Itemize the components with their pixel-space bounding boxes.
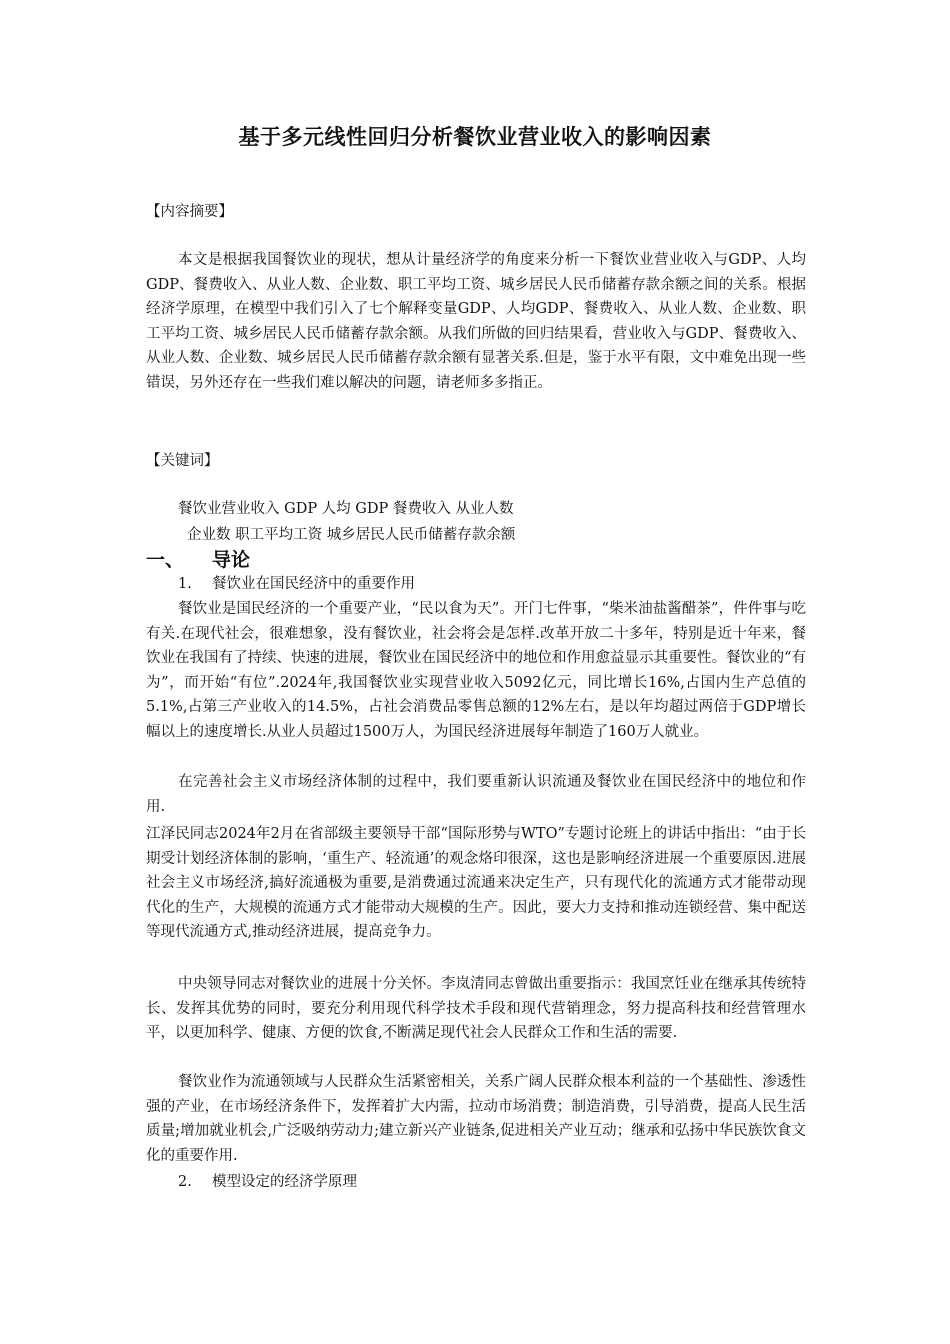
- section-heading: [146, 546, 250, 574]
- subsection-number: 2.: [178, 1174, 192, 1190]
- keywords-label: 【关键词】: [146, 453, 219, 469]
- subsection-heading-1: [178, 572, 415, 596]
- subsection-heading-2: [178, 1170, 357, 1194]
- abstract-label: 【内容摘要】: [146, 204, 233, 220]
- body-paragraph-3: 江泽民同志2024年2月在省部级主要领导干部“国际形势与WTO”专题讨论班上的讲话中指出：“由于长期受计划经济体制的影响，‘重生产、轻流通’的观念烙印很深，这也是影响经济进展一个重要原因.进展社会主义市场经济,搞好流通极为重要,是消费通过流通来决定生产，只有现代化的流通方式才能带动现代化的生产，大规模的流通方式才能带动大规模的生产。因此，要大力支持和推动连锁经营、集中配送等现代流通方式,推动经济进展，提高竞争力。: [146, 826, 806, 941]
- section-number: 一、: [146, 549, 185, 571]
- subsection-title: 餐饮业在国民经济中的重要作用: [212, 576, 415, 592]
- body-paragraph-4: 中央领导同志对餐饮业的进展十分关怀。李岚清同志曾做出重要指示：我国烹饪业在继承其传统特长、发挥其优势的同时，要充分利用现代科学技术手段和现代营销理念，努力提高科技和经营管理水平，以更加科学、健康、方便的饮食,不断满足现代社会人民群众工作和生活的需要.: [146, 976, 806, 1042]
- subsection-title: 模型设定的经济学原理: [212, 1174, 357, 1190]
- section-title: 导论: [212, 549, 251, 571]
- body-paragraph-1: 餐饮业是国民经济的一个重要产业，“民以食为天”。开门七件事，“柴米油盐酱醋茶”，件件事与吃有关.在现代社会，很难想象，没有餐饮业，社会将会是怎样.改革开放二十多年，特别是近十年来，餐饮业在我国有了持续、快速的进展，餐饮业在国民经济中的地位和作用愈益显示其重要性。餐饮业的“有为”，而开始“有位”.2024年,我国餐饮业实现营业收入5092亿元，同比增长16%,占国内生产总值的5.1%,占第三产业收入的14.5%，占社会消费品零售总额的12%左右，是以年均超过两倍于GDP增长幅以上的速度增长.从业人员超过1500万人，为国民经济进展每年制造了160万人就业。: [146, 601, 806, 740]
- subsection-number: 1.: [178, 576, 192, 592]
- body-paragraph-5: 餐饮业作为流通领域与人民群众生活紧密相关，关系广阔人民群众根本利益的一个基础性、渗透性强的产业，在市场经济条件下，发挥着扩大内需，拉动市场消费；制造消费，引导消费，提高人民生活质量;增加就业机会,广泛吸纳劳动力;建立新兴产业链条,促进相关产业互动；继承和弘扬中华民族饮食文化的重要作用.: [146, 1074, 806, 1164]
- keywords-line-1: 餐饮业营业收入 GDP 人均 GDP 餐费收入 从业人数: [178, 501, 514, 517]
- keywords-line-2: 企业数 职工平均工资 城乡居民人民币储蓄存款余额: [187, 527, 516, 543]
- page-title: 基于多元线性回归分析餐饮业营业收入的影响因素: [238, 125, 712, 149]
- abstract-text: 本文是根据我国餐饮业的现状，想从计量经济学的角度来分析一下餐饮业营业收入与GDP、人均GDP、餐费收入、从业人数、企业数、职工平均工资、城乡居民人民币储蓄存款余额之间的关系。根据经济学原理，在模型中我们引入了七个解释变量GDP、人均GDP、餐费收入、从业人数、企业数、职工平均工资、城乡居民人民币储蓄存款余额。从我们所做的回归结果看，营业收入与GDP、餐费收入、从业人数、企业数、城乡居民人民币储蓄存款余额有显著关系.但是，鉴于水平有限，文中难免出现一些错误，另外还存在一些我们难以解决的问题，请老师多多指正。: [146, 252, 806, 391]
- body-paragraph-2: 在完善社会主义市场经济体制的过程中，我们要重新认识流通及餐饮业在国民经济中的地位和作用.: [146, 774, 806, 815]
